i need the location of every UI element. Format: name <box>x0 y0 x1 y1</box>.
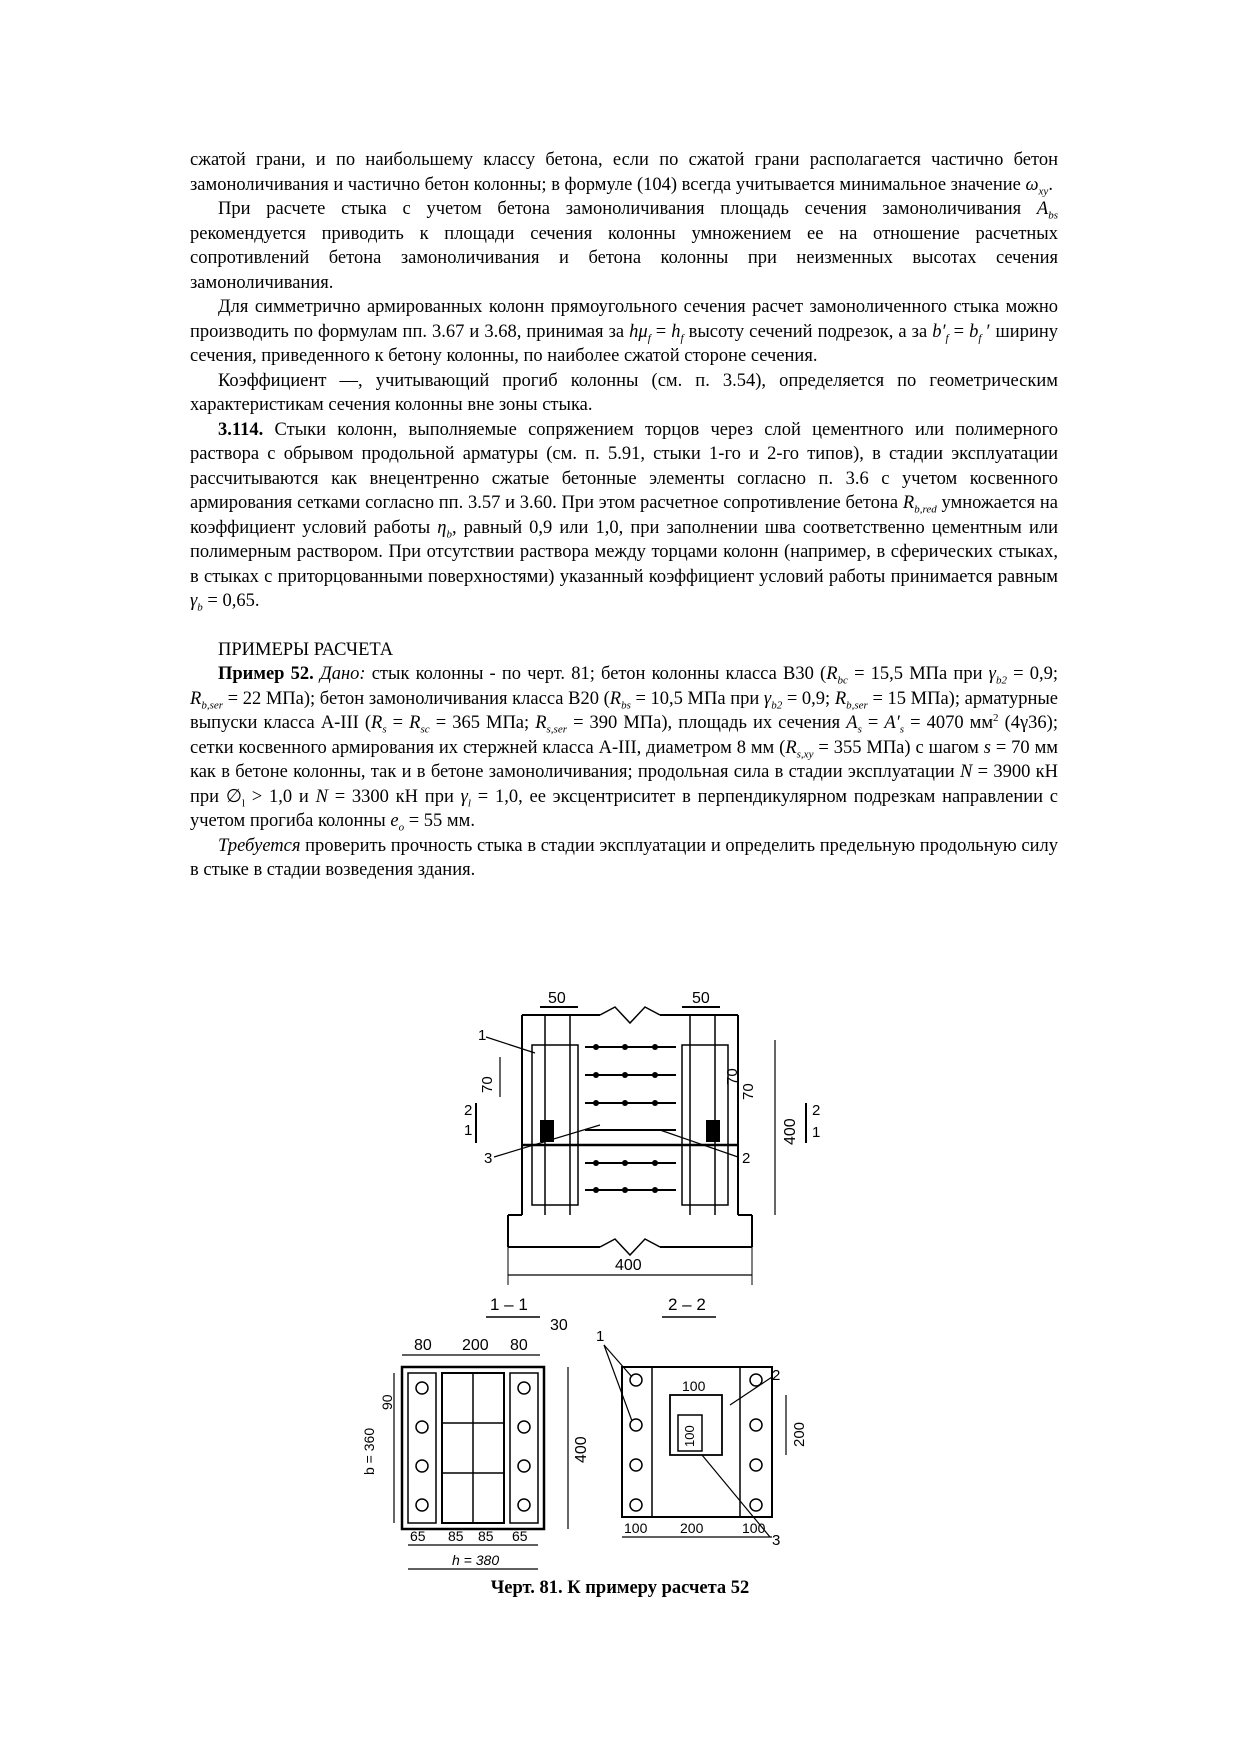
dim-85-a: 85 <box>448 1528 464 1544</box>
label-1-section: 1 <box>596 1328 605 1345</box>
dim-h-380: h = 380 <box>452 1552 500 1568</box>
dim-200-bottom: 200 <box>680 1520 704 1536</box>
dim-85-b: 85 <box>478 1528 494 1544</box>
dim-65-right: 65 <box>512 1528 528 1544</box>
paragraph-required: Требуется проверить прочность стыка в стадии эксплуатации и определить предельную продольную силу в стыке в стадии возведения здания. <box>190 835 1058 880</box>
dim-100-top: 100 <box>682 1378 706 1394</box>
dim-70-right-b: 70 <box>740 1083 757 1100</box>
label-1-left: 1 <box>464 1122 473 1139</box>
paragraph-symmetric: Для симметрично армированных колонн прямоугольного сечения расчет замоноличенного стыка можно производить по формулам пп. 3.67 и 3.68, принимая за $h\mu_f = h_f$ высоту сечений подрезок, а за $b'_f = b_f$ ′ ширину сечения, приведенного к бетону колонны, по наиболее сжатой стороне сечения. <box>190 297 1058 366</box>
dim-90-a: 90 <box>379 1394 395 1410</box>
dim-50-left: 50 <box>548 990 566 1007</box>
label-2-left: 2 <box>464 1102 473 1119</box>
label-1-right: 1 <box>812 1124 821 1141</box>
section-2-2-title: 2 – 2 <box>668 1295 706 1314</box>
paragraph-continuation: сжатой грани, и по наибольшему классу бетона, если по сжатой грани располагается частично бетон замоноличивания и частично бетон колонны; в формуле (104) всегда учитывается минимальное значение $\omega_{xy}$. <box>190 150 1058 198</box>
label-2-section: 2 <box>772 1367 781 1384</box>
label-3-section: 3 <box>772 1532 781 1549</box>
dim-200-top: 200 <box>462 1337 489 1354</box>
elevation-view <box>464 990 820 1285</box>
document-body <box>190 148 1058 883</box>
dim-80-right: 80 <box>510 1337 528 1354</box>
dim-200-vertical: 200 <box>791 1421 808 1447</box>
dim-50-right: 50 <box>692 990 710 1007</box>
dim-70-left: 70 <box>479 1076 496 1093</box>
label-3: 3 <box>484 1150 493 1167</box>
figure-caption: Черт. 81. К примеру расчета 52 <box>490 1578 750 1598</box>
figure-81-drawing <box>361 985 880 1580</box>
dim-b-360: b = 360 <box>361 1427 377 1475</box>
paragraph-abs: При расчете стыка с учетом бетона замоноличивания площадь сечения замоноличивания $A_{bs}$ рекомендуется приводить к площади сечения колонны умножением ее на отношение расчетных сопротивлений бетона замоноличивания и бетона колонны при неизменных высотах сечения замоноличивания. <box>190 199 1058 293</box>
dim-400-horizontal: 400 <box>615 1257 642 1274</box>
dim-100-bottom-left: 100 <box>624 1520 648 1536</box>
section-1-1 <box>361 1295 590 1569</box>
label-2-mid: 2 <box>742 1150 751 1167</box>
paragraph-example-52: Пример 52. Дано: стык колонны - по черт. 81; бетон колонны класса В30 ($R_{bc} = 15,5$ МПа при $\gamma_{b2} = 0,9$; $R_{b,ser} = 22$ МПа); бетон замоноличивания класса В20 ($R_{bs} = 10,5$ МПа при $\gamma_{b2} = 0,9$; $R_{b,ser} = 15$ МПа); арматурные выпуски класса А-III ($R_s = R_{sc} = 365$ МПа; $R_{s,ser} = 390$ МПа), площадь их сечения $A_s = A'_s = 4070$ $мм^2$ (4γ36); сетки косвенного армирования их стержней класса А-III, диаметром 8 мм ($R_{s,xy} = 355$ МПа) с шагом s = 70 мм как в бетоне колонны, так и в бетоне замоноличивания; продольная сила в стадии эксплуатации N = 3900 кН при $\emptyset_l > 1,0$ и N = 3300 кН при $\gamma_l = 1,0$, ее эксцентриситет в перпендикулярном подрезкам направлении с учетом прогиба колонны $e_o = 55$ мм. <box>190 664 1059 834</box>
dim-100-bottom-right: 100 <box>742 1520 766 1536</box>
dim-30: 30 <box>550 1317 568 1334</box>
dim-400-section: 400 <box>573 1436 590 1463</box>
label-2-right: 2 <box>812 1102 821 1119</box>
dim-80-left: 80 <box>414 1337 432 1354</box>
dim-65-left: 65 <box>410 1528 426 1544</box>
dim-400-vertical: 400 <box>782 1118 799 1145</box>
dim-100-inner: 100 <box>682 1425 697 1447</box>
dim-70-right-a: 70 <box>724 1068 741 1085</box>
section-1-1-title: 1 – 1 <box>490 1295 528 1314</box>
label-1-top: 1 <box>478 1027 487 1044</box>
paragraph-3-114: 3.114. Стыки колонн, выполняемые сопряжением торцов через слой цементного или полимерного раствора с обрывом продольной арматуры (см. п. 5.91, стыки 1-го и 2-го типов), в стадии эксплуатации рассчитываются как внецентренно сжатые бетонные элементы согласно п. 3.6 с учетом косвенного армирования сетками согласно пп. 3.57 и 3.60. При этом расчетное сопротивление бетона $R_{b,red}$ умножается на коэффициент условий работы $\eta_b$, равный 0,9 или 1,0, при заполнении шва соответственно цементным или полимерным раствором. При отсутствии раствора между торцами колонн (например, в сферических стыках, в стыках с приторцованными поверхностями) указанный коэффициент условий работы принимается равным $\gamma_b = 0,65$. <box>190 419 1058 614</box>
section-2-2 <box>596 1295 808 1549</box>
paragraph-coefficient: Коэффициент —, учитывающий прогиб колонны (см. п. 3.54), определяется по геометрическим характеристикам сечения колонны вне зоны стыка. <box>190 370 1058 415</box>
section-heading: ПРИМЕРЫ РАСЧЕТА <box>218 639 394 660</box>
